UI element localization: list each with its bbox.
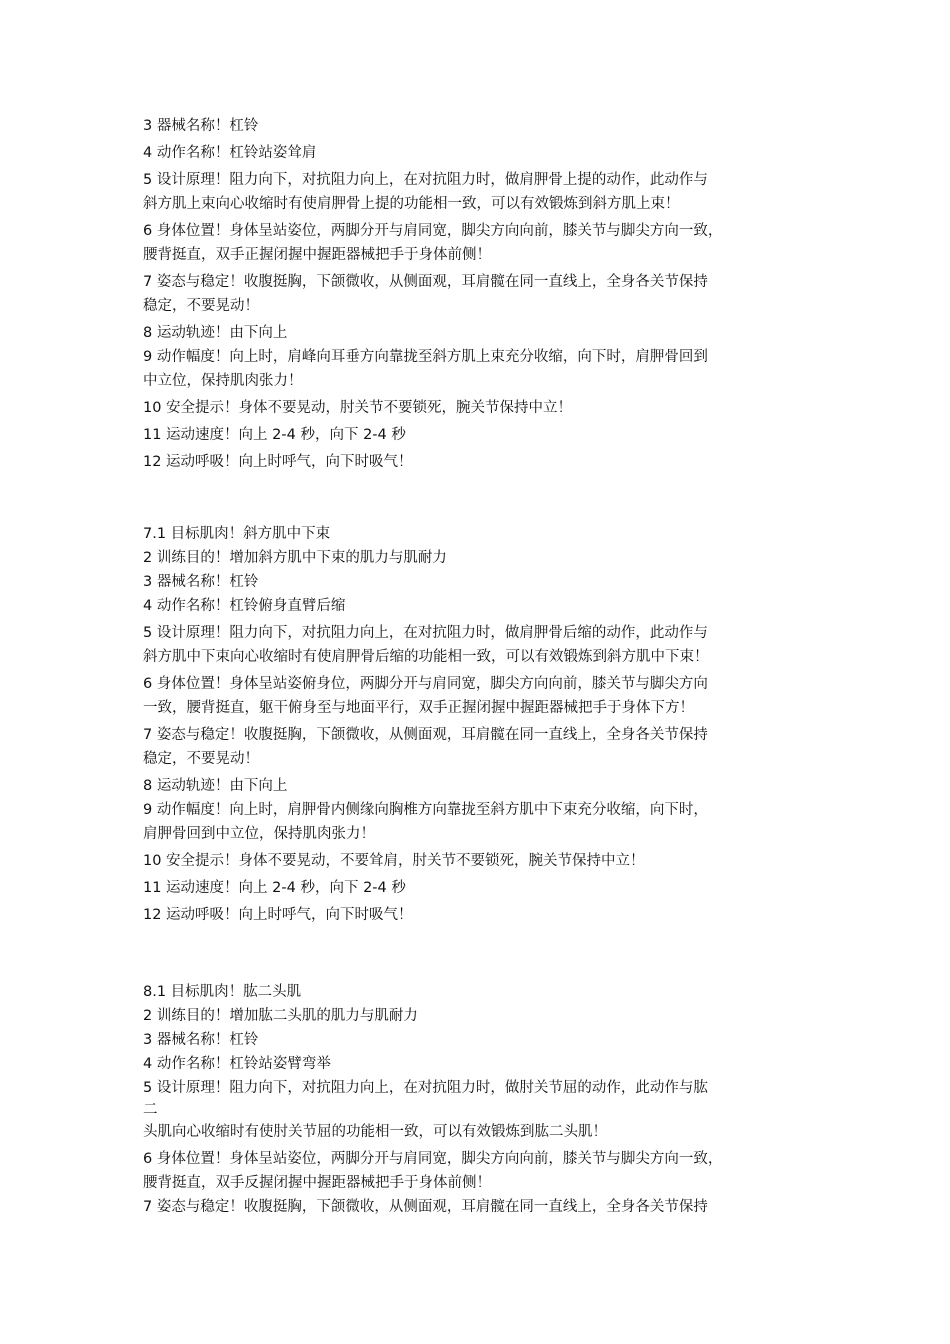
text-line: 5 设计原理！阻力向下，对抗阻力向上，在对抗阻力时，做肩胛骨后缩的动作，此动作与 (143, 625, 708, 641)
text-line: 二 (143, 1102, 158, 1118)
text-line: 腰背挺直，双手正握闭握中握距器械把手于身体前侧！ (143, 247, 491, 263)
text-line: 10 安全提示！身体不要晃动，肘关节不要锁死，腕关节保持中立！ (143, 400, 573, 416)
text-line: 6 身体位置！身体呈站姿位，两脚分开与肩同宽，脚尖方向向前，膝关节与脚尖方向一致， (143, 1151, 723, 1167)
text-line: 10 安全提示！身体不要晃动，不要耸肩，肘关节不要锁死，腕关节保持中立！ (143, 853, 645, 869)
text-line: 腰背挺直，双手反握闭握中握距器械把手于身体前侧！ (143, 1175, 491, 1191)
text-line: 肩胛骨回到中立位，保持肌肉张力！ (143, 826, 375, 842)
text-line: 8 运动轨迹！由下向上 (143, 778, 288, 794)
text-line: 4 动作名称！杠铃站姿耸肩 (143, 145, 317, 161)
text-line: 头肌向心收缩时有使肘关节屈的功能相一致，可以有效锻炼到肱二头肌！ (143, 1124, 607, 1140)
text-line: 11 运动速度！向上 2-4 秒，向下 2-4 秒 (143, 427, 406, 443)
text-line: 12 运动呼吸！向上时呼气，向下时吸气！ (143, 454, 413, 470)
text-line: 斜方肌中下束向心收缩时有使肩胛骨后缩的功能相一致，可以有效锻炼到斜方肌中下束！ (143, 649, 709, 665)
text-line: 5 设计原理！阻力向下，对抗阻力向上，在对抗阻力时，做肘关节屈的动作，此动作与肱 (143, 1080, 708, 1096)
text-line: 8 运动轨迹！由下向上 (143, 325, 288, 341)
text-line: 2 训练目的！增加肱二头肌的肌力与肌耐力 (143, 1008, 418, 1024)
text-line: 中立位，保持肌肉张力！ (143, 373, 303, 389)
section-heading: 8.1 目标肌肉！肱二头肌 (143, 984, 302, 1000)
text-line: 7 姿态与稳定！收腹挺胸，下颌微收，从侧面观，耳肩髋在同一直线上，全身各关节保持 (143, 727, 708, 743)
text-line: 稳定，不要晃动！ (143, 298, 259, 314)
text-line: 6 身体位置！身体呈站姿俯身位，两脚分开与肩同宽，脚尖方向向前，膝关节与脚尖方向 (143, 676, 708, 692)
text-line: 稳定，不要晃动！ (143, 751, 259, 767)
text-line: 3 器械名称！杠铃 (143, 1032, 259, 1048)
text-line: 4 动作名称！杠铃站姿臂弯举 (143, 1056, 331, 1072)
text-line: 4 动作名称！杠铃俯身直臂后缩 (143, 598, 346, 614)
text-line: 3 器械名称！杠铃 (143, 574, 259, 590)
text-line: 斜方肌上束向心收缩时有使肩胛骨上提的功能相一致，可以有效锻炼到斜方肌上束！ (143, 196, 680, 212)
text-line: 12 运动呼吸！向上时呼气，向下时吸气！ (143, 907, 413, 923)
text-line: 9 动作幅度！向上时，肩峰向耳垂方向靠拢至斜方肌上束充分收缩，向下时，肩胛骨回到 (143, 349, 708, 365)
text-line: 9 动作幅度！向上时，肩胛骨内侧缘向胸椎方向靠拢至斜方肌中下束充分收缩，向下时， (143, 802, 708, 818)
text-line: 3 器械名称！杠铃 (143, 118, 259, 134)
exercise-section-biceps (143, 980, 823, 1219)
text-line: 一致，腰背挺直，躯干俯身至与地面平行，双手正握闭握中握距器械把手于身体下方！ (143, 700, 694, 716)
section-heading: 7.1 目标肌肉！斜方肌中下束 (143, 526, 331, 542)
exercise-section-trapezius-mid-lower (143, 522, 823, 927)
exercise-section-shrug (143, 114, 823, 474)
text-line: 6 身体位置！身体呈站姿位，两脚分开与肩同宽，脚尖方向向前，膝关节与脚尖方向一致， (143, 223, 723, 239)
text-line: 7 姿态与稳定！收腹挺胸，下颌微收，从侧面观，耳肩髋在同一直线上，全身各关节保持 (143, 1199, 708, 1215)
text-line: 7 姿态与稳定！收腹挺胸，下颌微收，从侧面观，耳肩髋在同一直线上，全身各关节保持 (143, 274, 708, 290)
text-line: 11 运动速度！向上 2-4 秒，向下 2-4 秒 (143, 880, 406, 896)
text-line: 2 训练目的！增加斜方肌中下束的肌力与肌耐力 (143, 550, 447, 566)
text-line: 5 设计原理！阻力向下，对抗阻力向上，在对抗阻力时，做肩胛骨上提的动作，此动作与 (143, 172, 708, 188)
